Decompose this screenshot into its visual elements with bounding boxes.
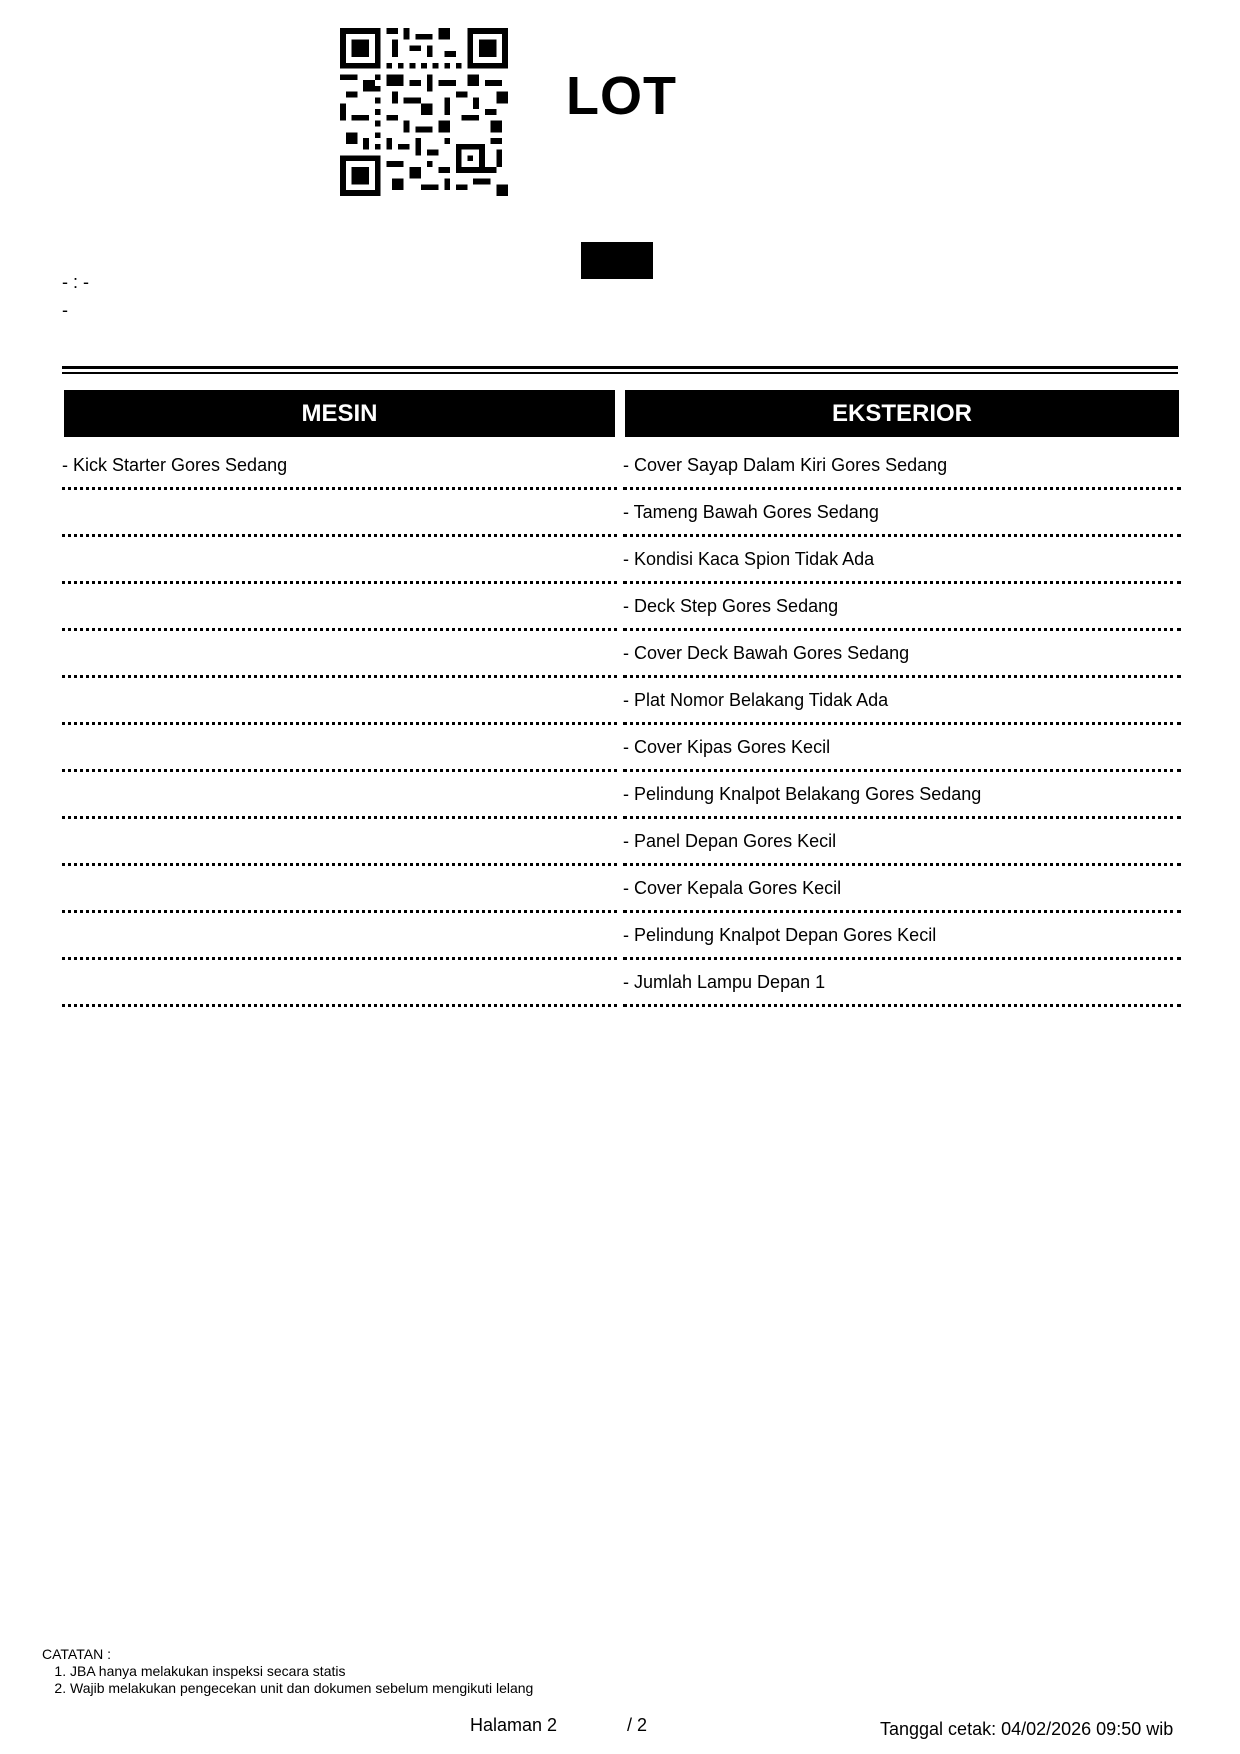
eksterior-section xyxy=(623,390,1181,1007)
header-divider-secondary xyxy=(62,372,1178,374)
list-item xyxy=(62,678,617,725)
meta-line-2: - xyxy=(62,300,68,320)
list-item: - Tameng Bawah Gores Sedang xyxy=(623,490,1181,537)
eksterior-header: EKSTERIOR xyxy=(625,390,1179,437)
list-item: - Kondisi Kaca Spion Tidak Ada xyxy=(623,537,1181,584)
note-item: 2. Wajib melakukan pengecekan unit dan dokumen sebelum mengikuti lelang xyxy=(70,1680,533,1697)
print-date: Tanggal cetak: 04/02/2026 09:50 wib xyxy=(880,1719,1174,1739)
qr-code xyxy=(340,28,508,196)
mesin-section xyxy=(62,390,617,1007)
list-item xyxy=(62,584,617,631)
eksterior-list xyxy=(623,443,1181,1007)
list-item: - Cover Kepala Gores Kecil xyxy=(623,866,1181,913)
list-item: - Plat Nomor Belakang Tidak Ada xyxy=(623,678,1181,725)
list-item: - Pelindung Knalpot Depan Gores Kecil xyxy=(623,913,1181,960)
meta-line-1: - : - xyxy=(62,272,89,292)
notes-section xyxy=(42,1646,533,1697)
mesin-list xyxy=(62,443,617,1007)
lot-title: LOT xyxy=(566,66,677,126)
list-item xyxy=(62,490,617,537)
list-item xyxy=(62,772,617,819)
list-item xyxy=(62,960,617,1007)
notes-list xyxy=(42,1663,533,1697)
list-item xyxy=(62,913,617,960)
mesin-header: MESIN xyxy=(64,390,615,437)
list-item xyxy=(62,819,617,866)
header-divider xyxy=(62,366,1178,369)
list-item: - Kick Starter Gores Sedang xyxy=(62,443,617,490)
redacted-lot-number xyxy=(581,242,653,279)
list-item: - Deck Step Gores Sedang xyxy=(623,584,1181,631)
list-item: - Jumlah Lampu Depan 1 xyxy=(623,960,1181,1007)
note-item: 1. JBA hanya melakukan inspeksi secara statis xyxy=(70,1663,533,1680)
list-item: - Cover Kipas Gores Kecil xyxy=(623,725,1181,772)
list-item xyxy=(62,631,617,678)
page-indicator xyxy=(470,1714,647,1736)
list-item xyxy=(62,537,617,584)
list-item: - Pelindung Knalpot Belakang Gores Sedang xyxy=(623,772,1181,819)
list-item: - Cover Deck Bawah Gores Sedang xyxy=(623,631,1181,678)
page-total: / 2 xyxy=(627,1715,648,1735)
page-label: Halaman 2 xyxy=(470,1715,558,1735)
list-item: - Panel Depan Gores Kecil xyxy=(623,819,1181,866)
notes-title: CATATAN : xyxy=(42,1646,111,1662)
list-item xyxy=(62,866,617,913)
list-item: - Cover Sayap Dalam Kiri Gores Sedang xyxy=(623,443,1181,490)
list-item xyxy=(62,725,617,772)
